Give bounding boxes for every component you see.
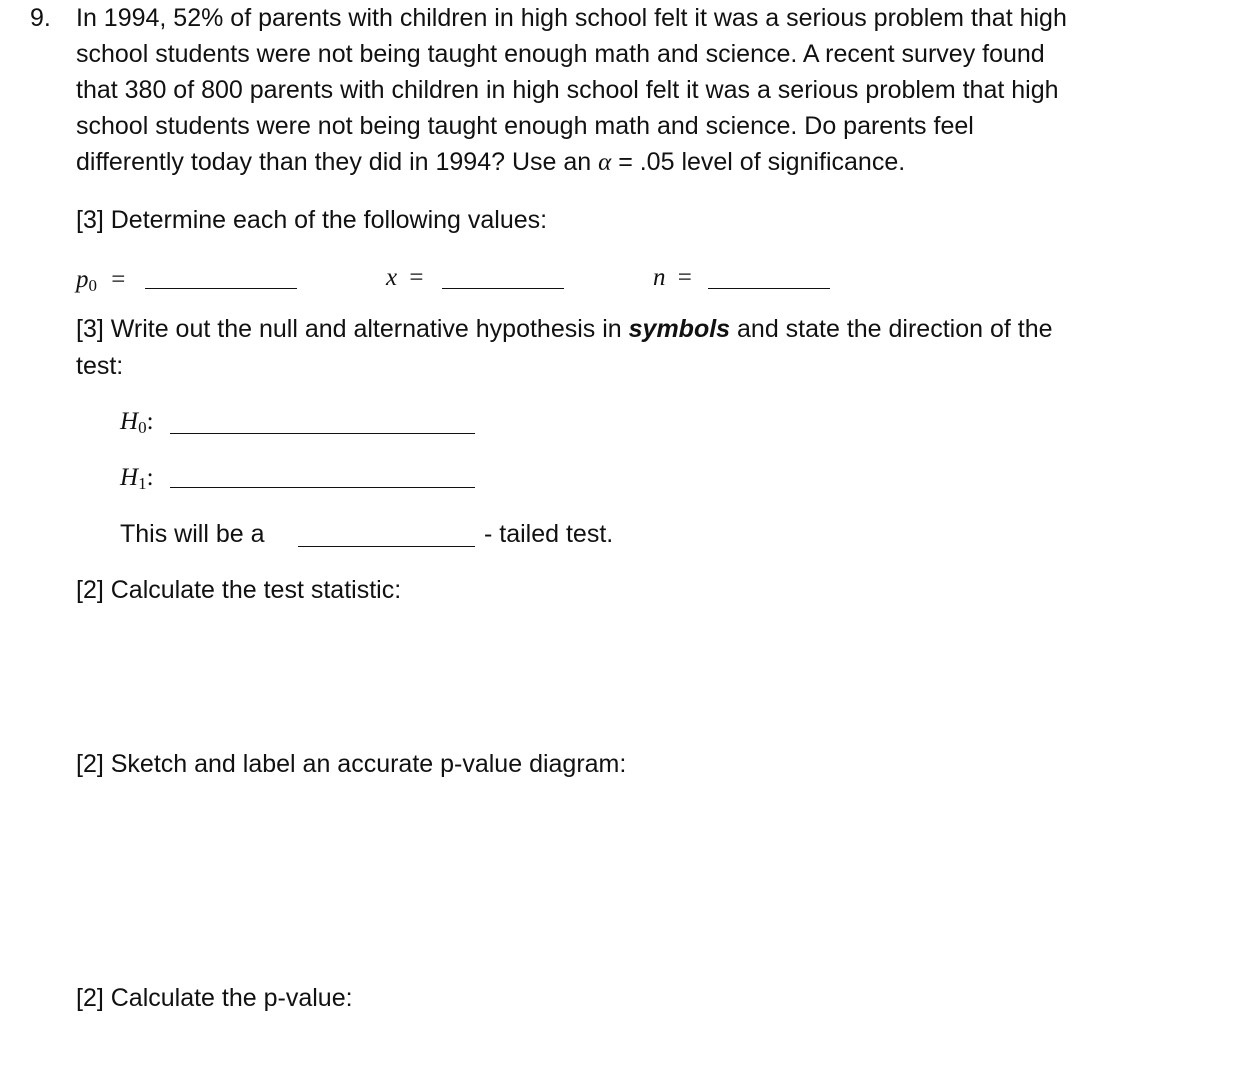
h0-symbol: H xyxy=(120,408,139,435)
part1-heading: [3] Determine each of the following values: xyxy=(76,206,548,234)
question-line-5-prefix: differently today than they did in 1994? Use an xyxy=(76,148,599,176)
question-line-5 xyxy=(76,144,905,181)
tail-prefix: This will be a xyxy=(120,520,265,548)
n-symbol: n xyxy=(653,264,666,291)
x-symbol: x xyxy=(386,264,398,291)
part2-heading-suffix: and state the direction of the xyxy=(730,315,1053,343)
part2-heading-prefix: [3] Write out the null and alternative hypothesis in xyxy=(76,315,629,343)
part5-heading: [2] Calculate the p-value: xyxy=(76,984,353,1012)
x-equals: = xyxy=(409,264,424,291)
h1-symbol: H xyxy=(120,464,139,491)
p0-label xyxy=(76,262,125,298)
part4-heading: [2] Sketch and label an accurate p-value diagram: xyxy=(76,750,627,778)
p0-symbol: p xyxy=(76,266,89,293)
h0-subscript: 0 xyxy=(138,418,147,437)
h1-label xyxy=(120,460,154,496)
n-answer-blank[interactable] xyxy=(708,288,830,289)
question-line-2: school students were not being taught enough math and science. A recent survey found xyxy=(76,40,1045,68)
h0-colon: : xyxy=(146,408,154,435)
p0-equals: = xyxy=(111,266,126,293)
p0-answer-blank[interactable] xyxy=(145,288,297,289)
tail-suffix: - tailed test. xyxy=(484,520,614,548)
n-equals: = xyxy=(677,264,692,291)
tail-answer-blank[interactable] xyxy=(298,546,475,547)
part3-heading: [2] Calculate the test statistic: xyxy=(76,576,402,604)
part2-heading xyxy=(76,311,1053,347)
question-line-4: school students were not being taught enough math and science. Do parents feel xyxy=(76,112,974,140)
question-line-3: that 380 of 800 parents with children in high school felt it was a serious problem that high xyxy=(76,76,1059,104)
part2-heading-line2: test: xyxy=(76,352,124,380)
alpha-symbol: α xyxy=(598,149,612,176)
h0-answer-blank[interactable] xyxy=(170,433,475,434)
p0-subscript: 0 xyxy=(88,276,97,295)
n-label xyxy=(653,260,692,296)
h1-colon: : xyxy=(146,464,154,491)
question-line-1: In 1994, 52% of parents with children in high school felt it was a serious problem that high xyxy=(76,4,1067,32)
x-label xyxy=(386,260,423,296)
h1-answer-blank[interactable] xyxy=(170,487,475,488)
question-line-5-suffix: = .05 level of significance. xyxy=(611,148,906,176)
h0-label xyxy=(120,404,154,440)
question-number: 9. xyxy=(30,4,51,32)
part2-heading-emph: symbols xyxy=(628,315,731,343)
x-answer-blank[interactable] xyxy=(442,288,564,289)
h1-subscript: 1 xyxy=(138,474,147,493)
